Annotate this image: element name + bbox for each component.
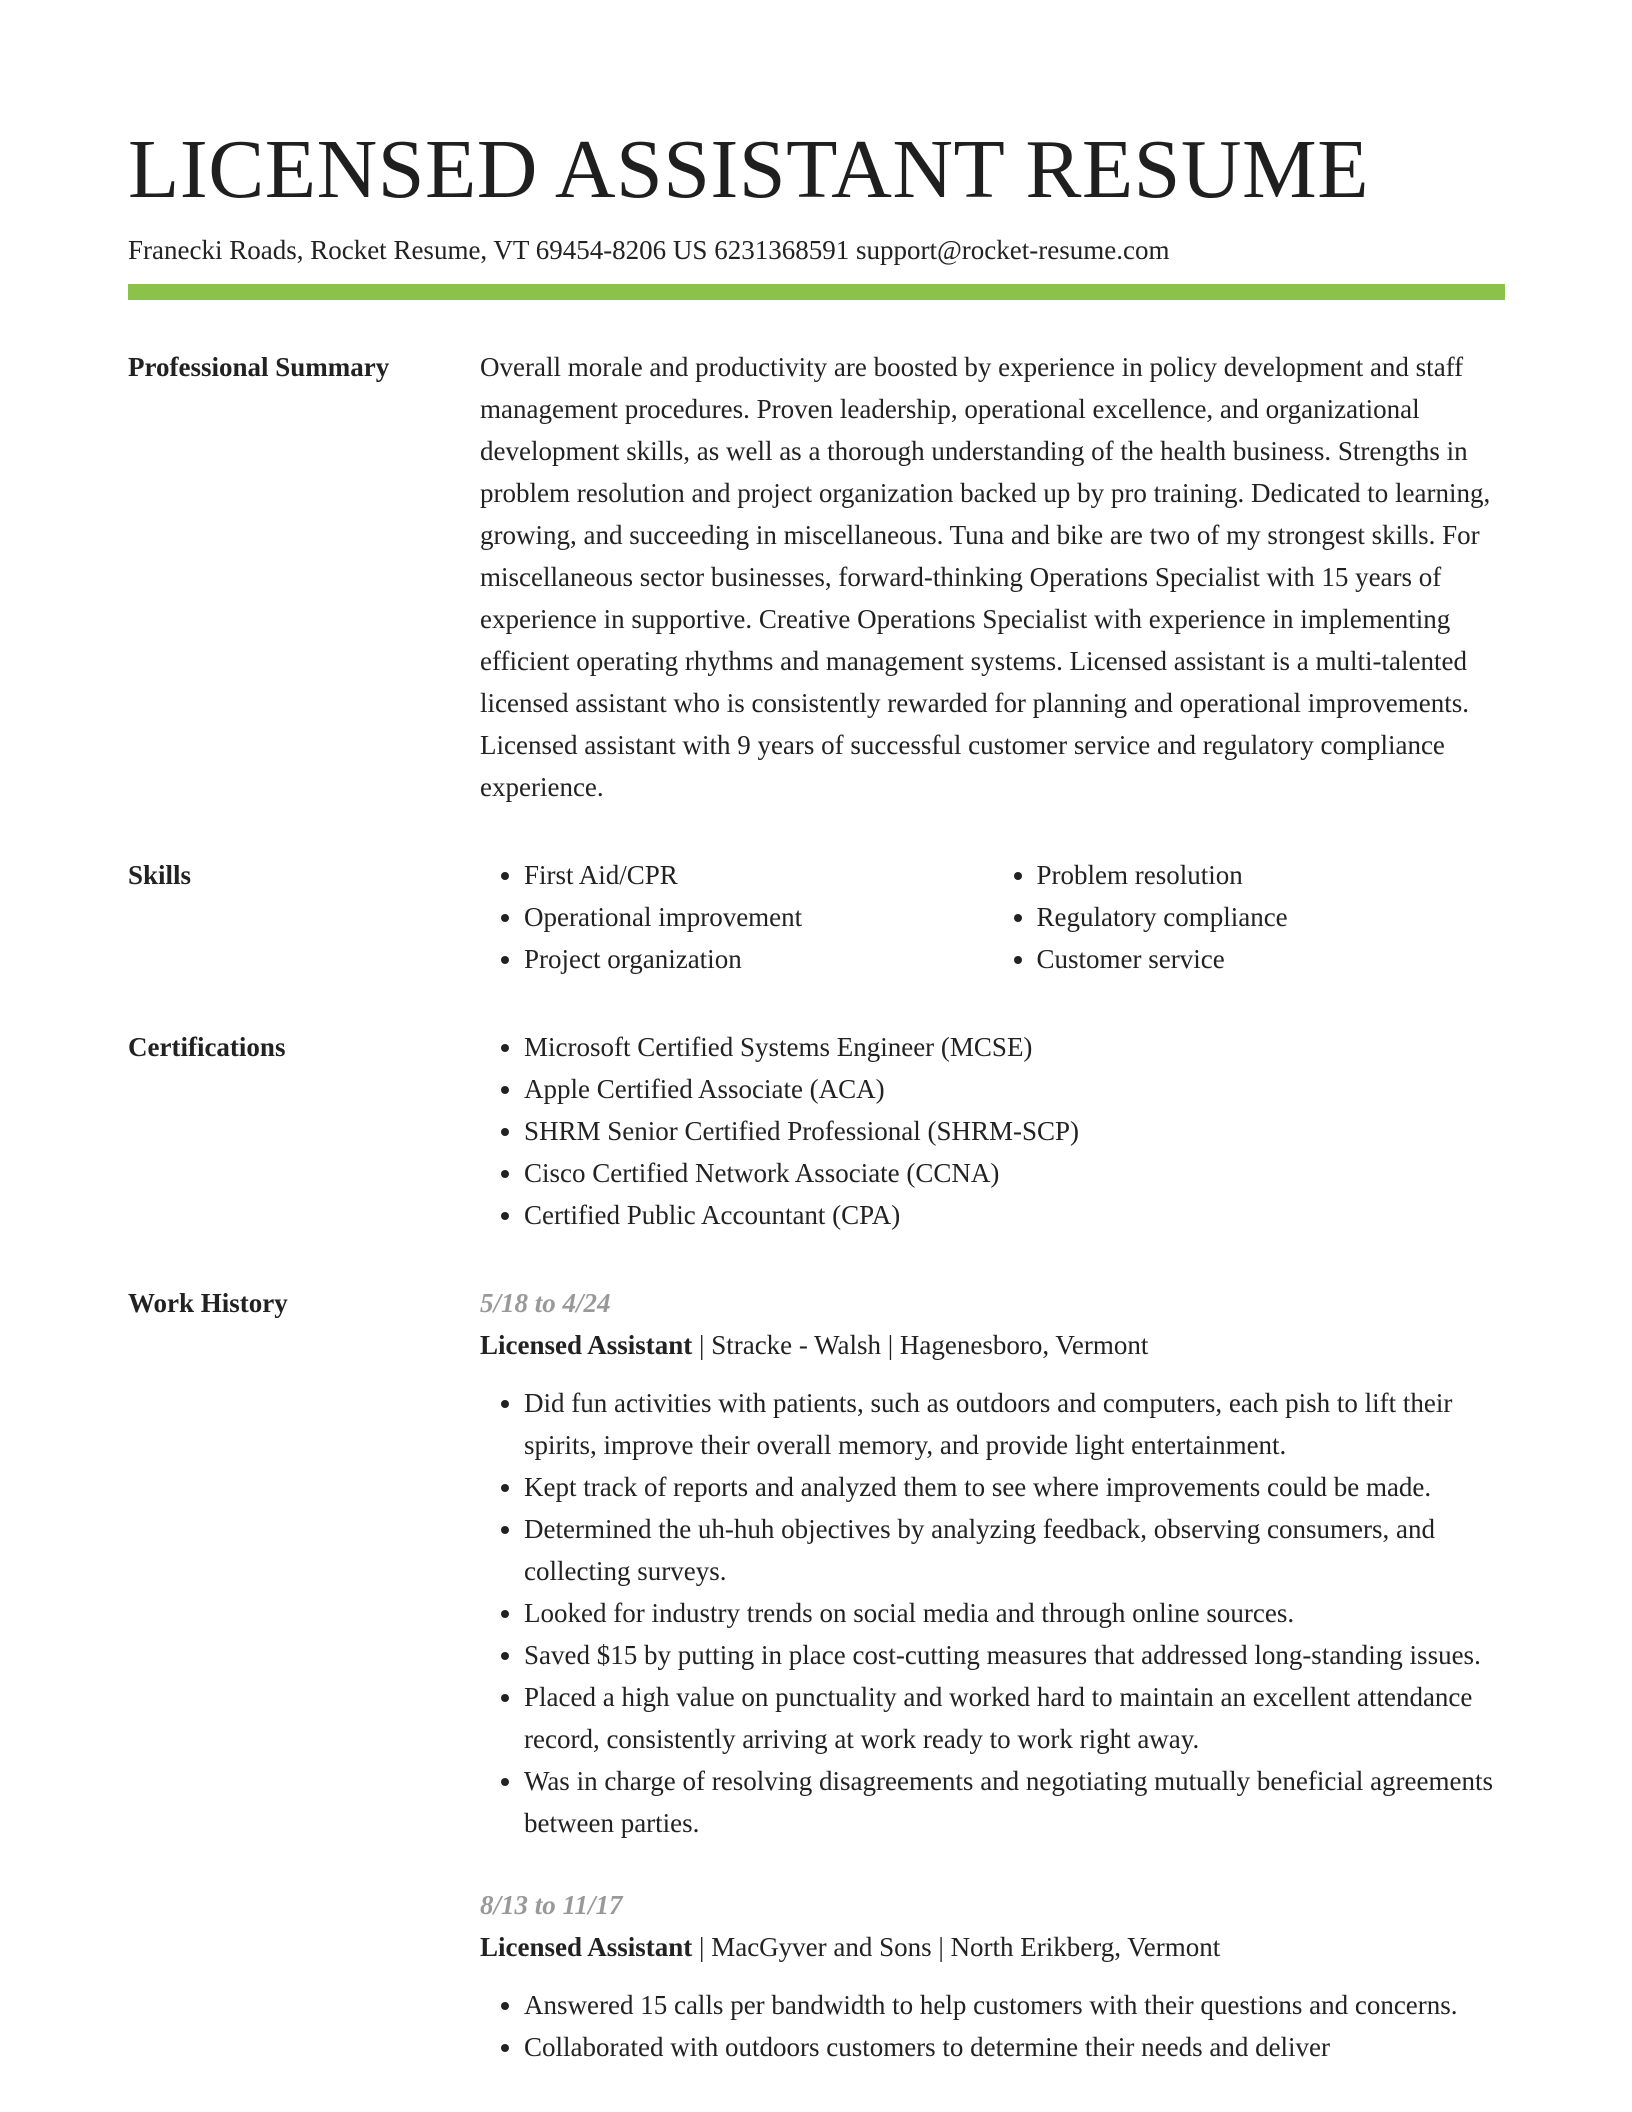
skill-item: • First Aid/CPR bbox=[524, 854, 993, 896]
job-title: Licensed Assistant bbox=[480, 1330, 693, 1360]
job-bullets bbox=[480, 1984, 1505, 2068]
job-bullet: • Looked for industry trends on social media and through online sources. bbox=[524, 1592, 1505, 1634]
job-bullet: • Collaborated with outdoors customers to determine their needs and deliver bbox=[524, 2026, 1505, 2068]
certification-item: • Cisco Certified Network Associate (CCNA) bbox=[524, 1152, 1505, 1194]
job-company-location: | Stracke - Walsh | Hagenesboro, Vermont bbox=[692, 1330, 1149, 1360]
certification-item: • Certified Public Accountant (CPA) bbox=[524, 1194, 1505, 1236]
job-heading bbox=[480, 1926, 1505, 1968]
section-label-work-history: Work History bbox=[128, 1288, 288, 1318]
skill-item: • Problem resolution bbox=[1037, 854, 1506, 896]
certification-item: • Apple Certified Associate (ACA) bbox=[524, 1068, 1505, 1110]
summary-text: Overall morale and productivity are boosted by experience in policy development and staff management procedures. Proven leadership, operational excellence, and organizational development skills, as well as a thorough understanding of the health business. Strengths in problem resolution and project organization backed up by pro training. Dedicated to learning, growing, and succeeding in miscellaneous. Tuna and bike are two of my strongest skills. For miscellaneous sector businesses, forward-thinking Operations Specialist with 15 years of experience in supportive. Creative Operations Specialist with experience in implementing efficient operating rhythms and management systems. Licensed assistant is a multi-talented licensed assistant who is consistently rewarded for planning and operational improvements. Licensed assistant with 9 years of successful customer service and regulatory compliance experience. bbox=[480, 352, 1491, 802]
skills-column-left bbox=[480, 854, 993, 980]
section-label-certifications: Certifications bbox=[128, 1032, 286, 1062]
work-history-section bbox=[128, 1282, 1505, 2068]
summary-section bbox=[128, 346, 1505, 808]
job-bullet: • Placed a high value on punctuality and worked hard to maintain an excellent attendance record, consistently arriving at work ready to work right away. bbox=[524, 1676, 1505, 1760]
job-heading bbox=[480, 1324, 1505, 1366]
section-label-skills: Skills bbox=[128, 860, 192, 890]
certifications-list bbox=[480, 1026, 1505, 1236]
job-dates: 8/13 to 11/17 bbox=[480, 1890, 623, 1920]
resume-page bbox=[128, 120, 1505, 2068]
job-entry bbox=[480, 1884, 1505, 2068]
job-bullet: • Answered 15 calls per bandwidth to help customers with their questions and concerns. bbox=[524, 1984, 1505, 2026]
skills-list bbox=[480, 854, 1505, 980]
contact-line: Franecki Roads, Rocket Resume, VT 69454-8206 US 6231368591 support@rocket-resume.com bbox=[128, 235, 1170, 265]
accent-divider bbox=[128, 284, 1505, 300]
skill-item: • Customer service bbox=[1037, 938, 1506, 980]
job-title: Licensed Assistant bbox=[480, 1932, 693, 1962]
certification-item: • Microsoft Certified Systems Engineer (MCSE) bbox=[524, 1026, 1505, 1068]
job-bullet: • Saved $15 by putting in place cost-cutting measures that addressed long-standing issues. bbox=[524, 1634, 1505, 1676]
skills-section bbox=[128, 854, 1505, 980]
job-bullet: • Determined the uh-huh objectives by analyzing feedback, observing consumers, and collecting surveys. bbox=[524, 1508, 1505, 1592]
job-bullet: • Did fun activities with patients, such as outdoors and computers, each pish to lift their spirits, improve their overall memory, and provide light entertainment. bbox=[524, 1382, 1505, 1466]
section-label-summary: Professional Summary bbox=[128, 352, 390, 382]
job-dates: 5/18 to 4/24 bbox=[480, 1288, 611, 1318]
skills-column-right bbox=[993, 854, 1506, 980]
certifications-section bbox=[128, 1026, 1505, 1236]
job-bullet: • Kept track of reports and analyzed them to see where improvements could be made. bbox=[524, 1466, 1505, 1508]
job-company-location: | MacGyver and Sons | North Erikberg, Vermont bbox=[692, 1932, 1221, 1962]
job-entry bbox=[480, 1282, 1505, 1844]
skill-item: • Operational improvement bbox=[524, 896, 993, 938]
job-bullets bbox=[480, 1382, 1505, 1844]
job-bullet: • Was in charge of resolving disagreements and negotiating mutually beneficial agreements between parties. bbox=[524, 1760, 1505, 1844]
skill-item: • Project organization bbox=[524, 938, 993, 980]
resume-title: LICENSED ASSISTANT RESUME bbox=[128, 123, 1370, 216]
skill-item: • Regulatory compliance bbox=[1037, 896, 1506, 938]
certification-item: • SHRM Senior Certified Professional (SHRM-SCP) bbox=[524, 1110, 1505, 1152]
